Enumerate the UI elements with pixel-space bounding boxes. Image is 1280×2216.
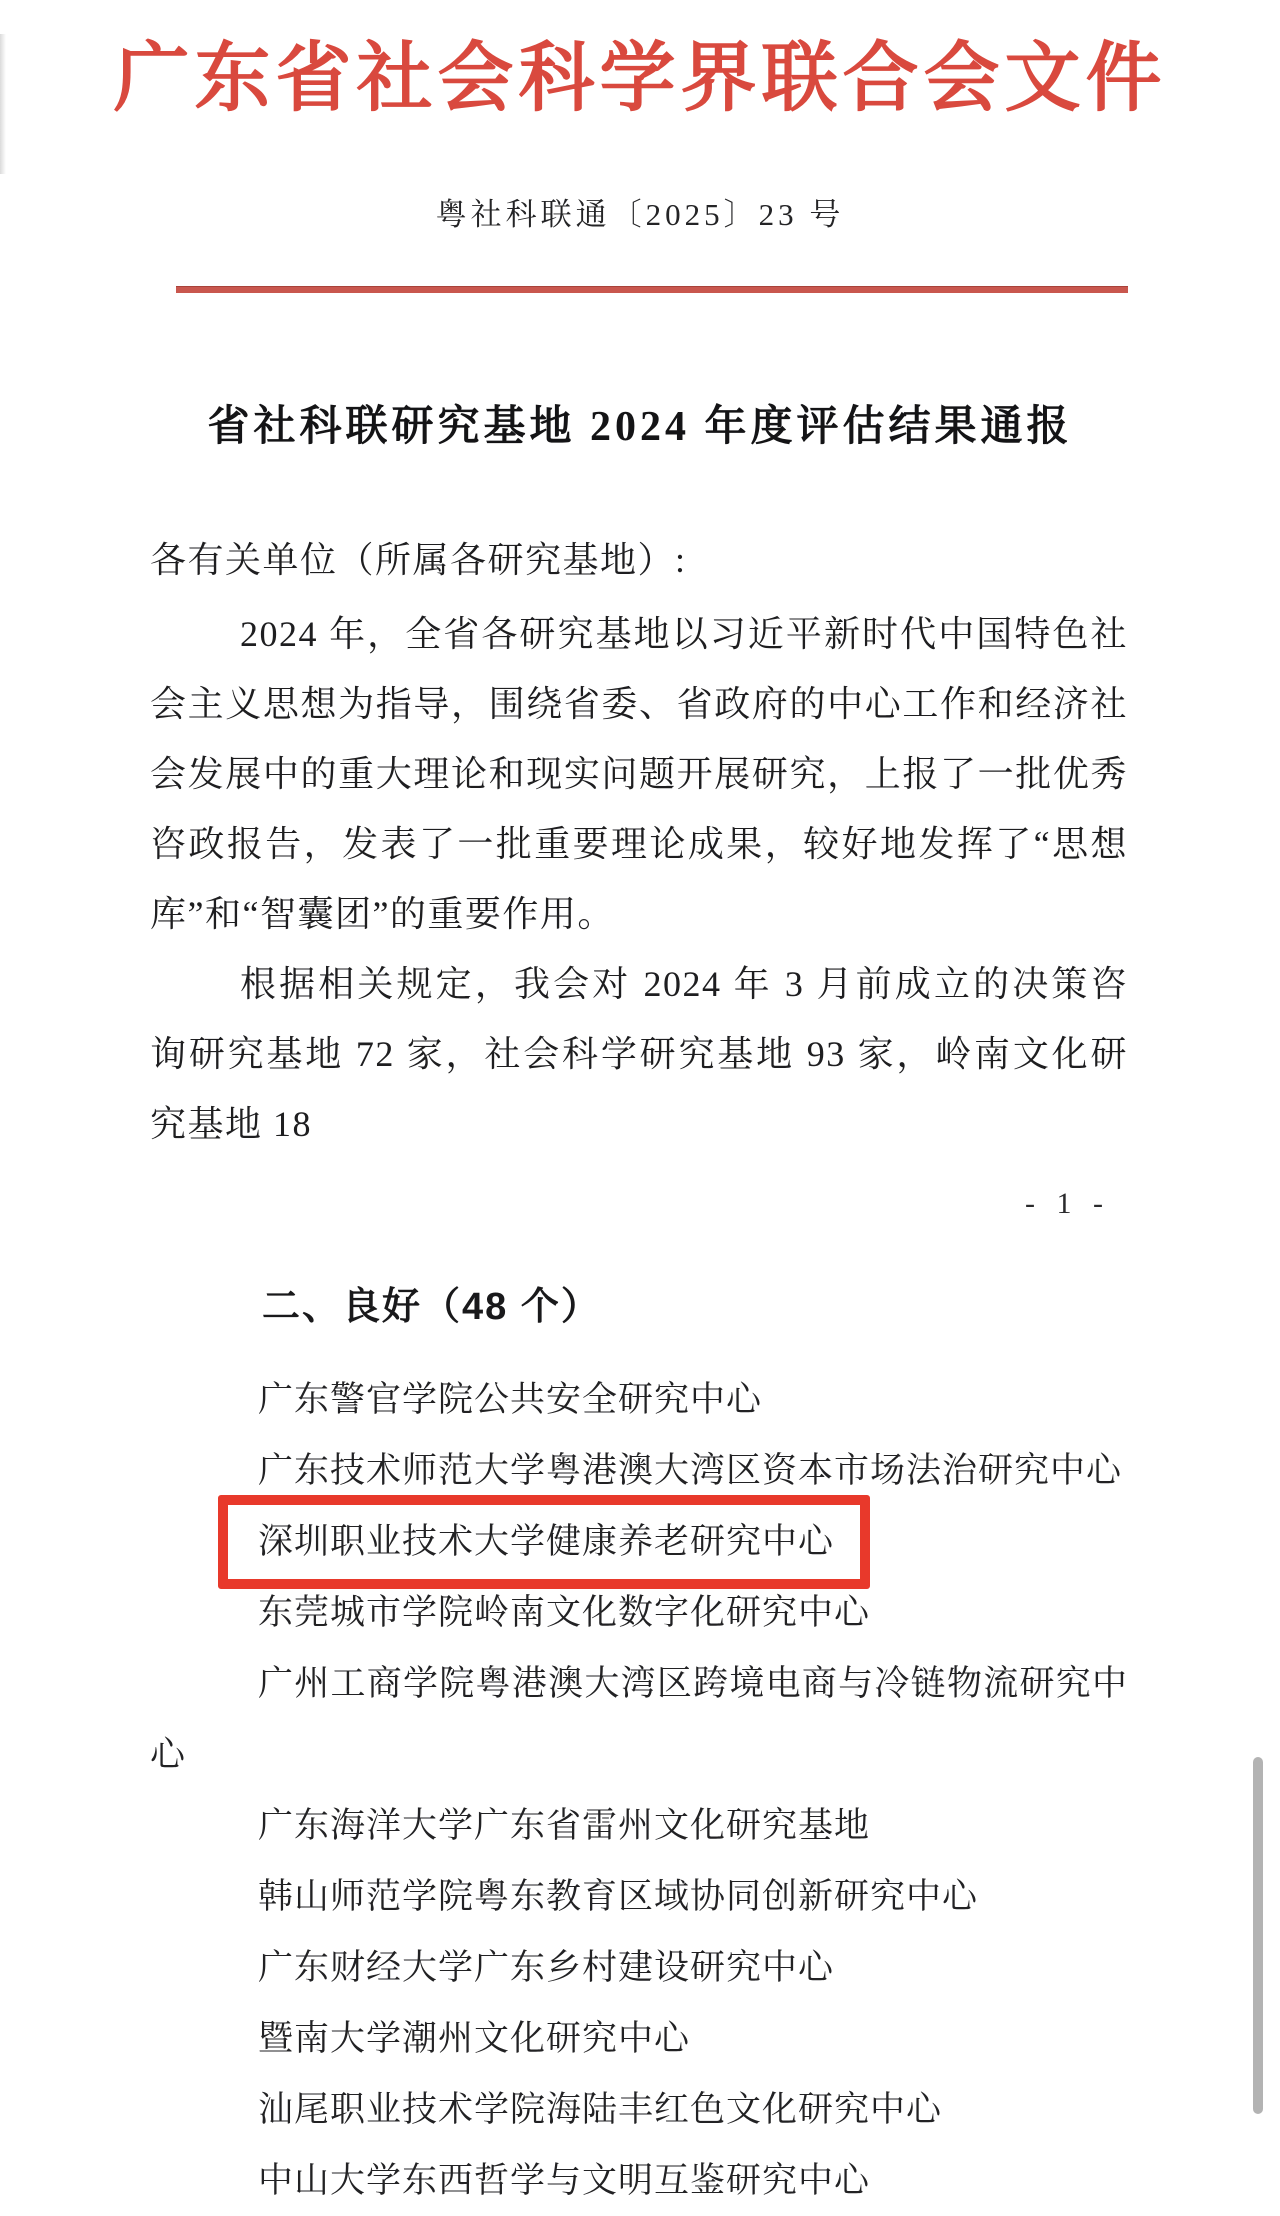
- list-item: 东莞城市学院岭南文化数字化研究中心: [258, 1593, 871, 1633]
- section-heading: 二、良好（48 个）: [262, 1286, 601, 1329]
- list-item: 广东技术师范大学粤港澳大湾区资本市场法治研究中心: [258, 1451, 1123, 1491]
- document-page: [0, 34, 1280, 2201]
- salutation: 各有关单位（所属各研究基地）:: [150, 540, 687, 581]
- list-item: 广州工商学院粤港澳大湾区跨境电商与冷链物流研究中心: [150, 1664, 1128, 1775]
- scrollbar-thumb[interactable]: [1253, 1757, 1263, 2114]
- list-item-highlighted: [150, 1506, 1128, 1577]
- body-paragraph: 根据相关规定，我会对 2024 年 3 月前成立的决策咨询研究基地 72 家，社会科学研究基地 93 家，岭南文化研究基地 18: [150, 964, 1128, 1145]
- list-item: 汕尾职业技术学院海陆丰红色文化研究中心: [258, 2090, 943, 2130]
- list-item: 中山大学东西哲学与文明互鉴研究中心: [258, 2161, 871, 2201]
- list-item-label: 深圳职业技术大学健康养老研究中心: [258, 1522, 835, 1562]
- highlight-box: [218, 1495, 870, 1589]
- page-number: - 1 -: [1025, 1187, 1110, 1221]
- doc-title: 省社科联研究基地 2024 年度评估结果通报: [207, 404, 1073, 451]
- list-item: 广东警官学院公共安全研究中心: [258, 1380, 763, 1420]
- list-item: 广东财经大学广东乡村建设研究中心: [258, 1948, 835, 1988]
- document-body: [150, 525, 1128, 1159]
- body-paragraph: 2024 年，全省各研究基地以习近平新时代中国特色社会主义思想为指导，围绕省委、省政府的中心工作和经济社会发展中的重大理论和现实问题开展研究，上报了一批优秀咨政报告，发表了一批重要理论成果，较好地发挥了“思想库”和“智囊团”的重要作用。: [150, 614, 1128, 935]
- doc-number: 粤社科联通〔2025〕23 号: [435, 197, 845, 233]
- list-item: 广东海洋大学广东省雷州文化研究基地: [258, 1806, 871, 1846]
- research-center-list: [150, 1364, 1128, 2216]
- list-item: 韩山师范学院粤东教育区域协同创新研究中心: [258, 1877, 979, 1917]
- list-item: 暨南大学潮州文化研究中心: [258, 2019, 691, 2059]
- red-divider-rule: [176, 286, 1128, 293]
- org-header-title: 广东省社会科学界联合会文件: [113, 37, 1167, 121]
